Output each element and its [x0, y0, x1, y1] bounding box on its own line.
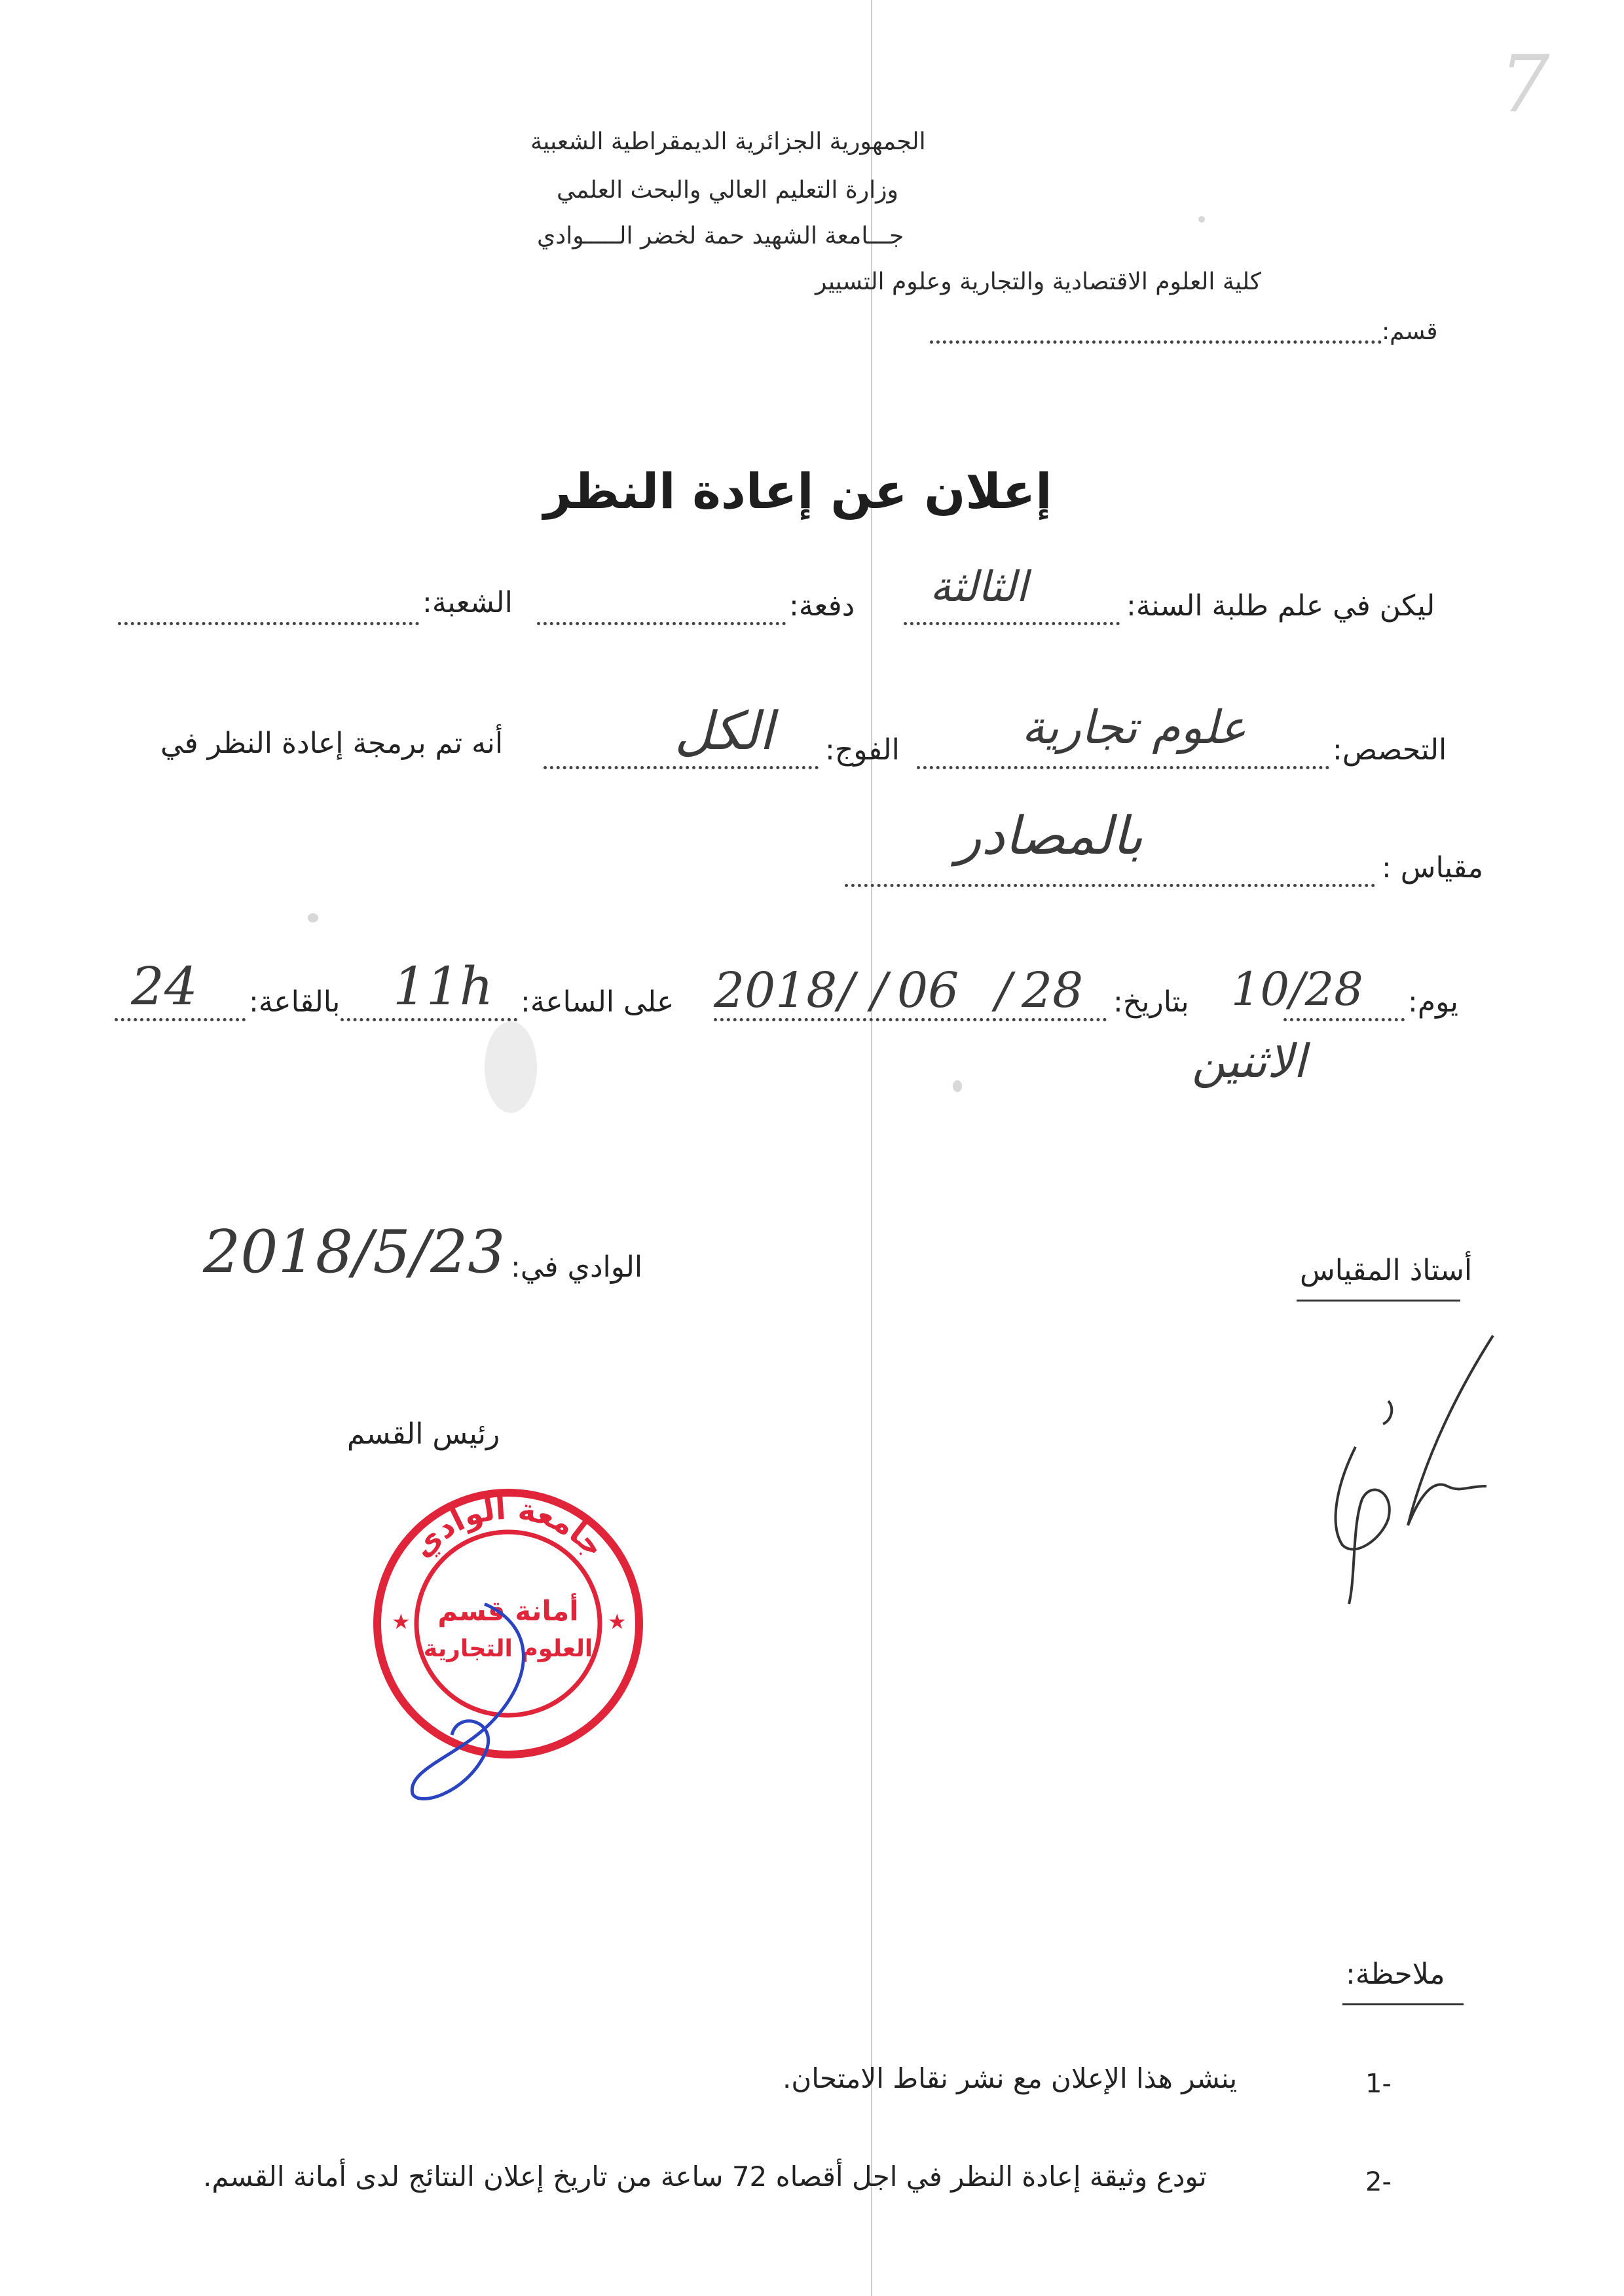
handwritten-date-month: 06 — [897, 962, 959, 1019]
scan-speck — [1198, 216, 1205, 223]
professor-signature — [1310, 1329, 1506, 1624]
date-separator: / — [871, 962, 887, 1019]
scan-speck — [485, 1021, 537, 1113]
page-title: إعلان عن إعادة النظر — [544, 464, 1052, 520]
line4-time-label: على الساعة: — [521, 985, 674, 1019]
svg-text:جامعة الوادي — [405, 1491, 612, 1564]
handwritten-date-day: 28 — [1022, 962, 1084, 1019]
line4-day-label: يوم: — [1408, 985, 1459, 1019]
line1-batch-label: دفعة: — [789, 589, 855, 623]
line2-group-label: الفوج: — [825, 733, 900, 767]
header-republic: الجمهورية الجزائرية الديمقراطية الشعبية — [530, 128, 926, 155]
handwritten-year: الثالثة — [930, 563, 1028, 611]
line4-day-dots — [1283, 1018, 1405, 1021]
line3-module-dots — [845, 884, 1375, 887]
department-dots — [930, 340, 1382, 344]
line4-room-label: بالقاعة: — [249, 985, 341, 1019]
page-mark: 7 — [1500, 39, 1550, 130]
location-label: الوادي في: — [511, 1250, 643, 1284]
scan-speck — [953, 1080, 962, 1092]
line2-specialty-label: التحصص: — [1333, 733, 1447, 767]
note-item-2-num: -2 — [1365, 2167, 1392, 2197]
handwritten-group: الكل — [674, 701, 774, 761]
header-department-label: قسم: — [1382, 318, 1438, 345]
svg-text:★: ★ — [392, 1609, 411, 1634]
date-separator: / — [838, 962, 855, 1019]
line4-date-label: بتاريخ: — [1113, 985, 1189, 1019]
svg-text:★: ★ — [608, 1609, 627, 1634]
stamp-outer-text: جامعة الوادي — [404, 1490, 612, 1565]
line4-time-dots — [341, 1018, 517, 1021]
note-item-2-text: تودع وثيقة إعادة النظر في اجل أقصاه 72 ساعة من تاريخ إعلان النتائج لدى أمانة القسم. — [203, 2160, 1207, 2193]
head-signature — [386, 1597, 583, 1807]
handwritten-module: بالمصادر — [956, 805, 1143, 866]
line2-group-dots — [544, 766, 819, 769]
line3-module-label: مقياس : — [1382, 851, 1484, 884]
line4-room-dots — [115, 1018, 246, 1021]
line2-specialty-dots — [917, 766, 1329, 769]
header-university: جـــامعة الشهيد حمة لخضر الـــــوادي — [537, 223, 904, 249]
header-faculty: كلية العلوم الاقتصادية والتجارية وعلوم التسيير — [815, 268, 1262, 295]
handwritten-date-year: 2018 — [714, 962, 838, 1019]
stamp-inner-line2: العلوم التجارية — [423, 1635, 593, 1662]
date-separator: / — [995, 962, 1012, 1019]
line2-suffix: أنه تم برمجة إعادة النظر في — [160, 727, 504, 760]
stamp-inner-line1: أمانة قسم — [437, 1595, 579, 1627]
handwritten-day: الاثنين — [1192, 1034, 1306, 1088]
handwritten-specialty: علوم تجارية — [1022, 701, 1247, 754]
professor-underline — [1297, 1300, 1460, 1302]
head-label: رئيس القسم — [347, 1417, 500, 1451]
scan-speck — [308, 913, 318, 922]
notes-heading: ملاحظة: — [1346, 1958, 1445, 1991]
professor-label: أستاذ المقياس — [1300, 1254, 1473, 1287]
note-item-1-text: ينشر هذا الإعلان مع نشر نقاط الامتحان. — [783, 2062, 1238, 2094]
handwritten-signed-date: 2018/5/23 — [203, 1218, 506, 1286]
note-item-1-num: -1 — [1365, 2069, 1392, 2099]
handwritten-time: 11h — [393, 956, 494, 1017]
line1-prefix: ليكن في علم طلبة السنة: — [1126, 589, 1435, 623]
line1-batch-dots — [537, 622, 786, 625]
notes-underline — [1342, 2003, 1464, 2005]
line1-branch-label: الشعبة: — [422, 586, 513, 619]
line1-branch-dots — [118, 622, 419, 625]
handwritten-day-num: 10/28 — [1231, 962, 1363, 1016]
scan-fold-line — [871, 0, 872, 2296]
handwritten-room: 24 — [131, 956, 198, 1017]
header-ministry: وزارة التعليم العالي والبحث العلمي — [557, 177, 898, 204]
line1-year-dots — [904, 622, 1120, 625]
